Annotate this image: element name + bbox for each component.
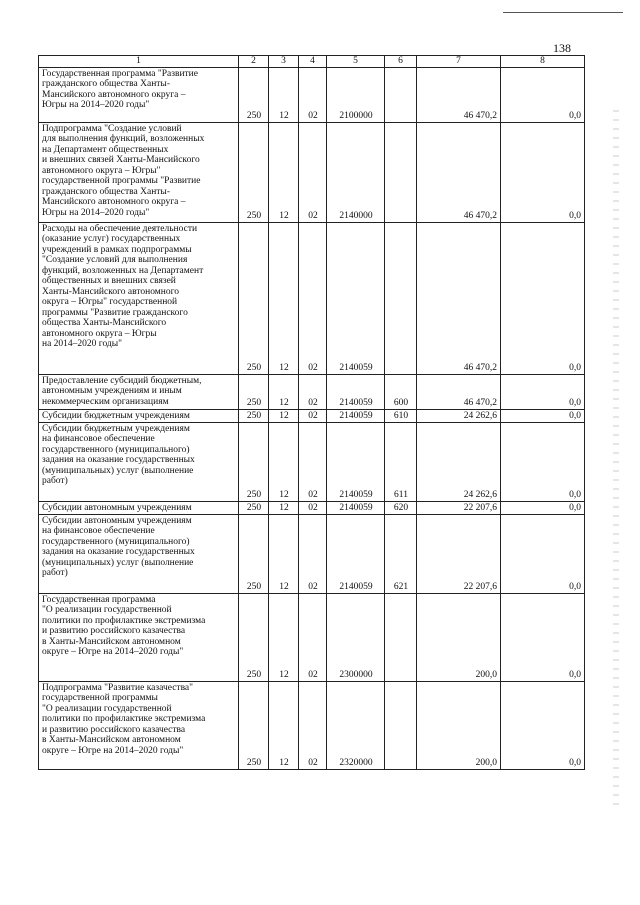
cell-amount: 22 207,6 — [417, 514, 501, 593]
cell-subsection: 02 — [299, 409, 327, 422]
table-row — [39, 501, 585, 514]
cell-target-article: 2140059 — [327, 422, 385, 501]
scan-edge-marks — [613, 110, 619, 810]
table-row — [39, 514, 585, 593]
row-name: Предоставление субсидий бюджетным, автономным учреждениям и иным некоммерческим организациям — [39, 374, 239, 409]
header-cell: 1 — [39, 56, 239, 68]
header-cell: 6 — [385, 56, 417, 68]
cell-subsection: 02 — [299, 681, 327, 769]
table-row — [39, 374, 585, 409]
cell-amount-federal: 0,0 — [501, 409, 585, 422]
cell-expense-type — [385, 593, 417, 681]
cell-amount-federal: 0,0 — [501, 67, 585, 122]
page-number: 138 — [553, 41, 571, 55]
cell-subsection: 02 — [299, 374, 327, 409]
cell-amount-federal: 0,0 — [501, 593, 585, 681]
cell-subsection: 02 — [299, 501, 327, 514]
cell-target-article: 2100000 — [327, 67, 385, 122]
cell-amount: 46 470,2 — [417, 222, 501, 374]
row-name: Субсидии бюджетным учреждениям на финансовое обеспечение государственного (муниципального) задания на оказание государственных (муниципальных) услуг (выполнение работ) — [39, 422, 239, 501]
row-name: Государственная программа "О реализации государственной политики по профилактике экстремизма и развитию российского казачества в Ханты-Мансийском автономном округе – Югре на 2014–2020 годы" — [39, 593, 239, 681]
row-name: Подпрограмма "Создание условий для выполнения функций, возложенных на Департамент общественных и внешних связей Ханты-Мансийского автономного округа – Югры" государственной программы "Развитие гражданского общества Ханты- Мансийского автономного округа – Югры на 2014–2020 годы" — [39, 122, 239, 222]
cell-amount: 46 470,2 — [417, 374, 501, 409]
cell-ministry: 250 — [239, 222, 269, 374]
cell-subsection: 02 — [299, 222, 327, 374]
cell-amount: 24 262,6 — [417, 422, 501, 501]
header-cell: 4 — [299, 56, 327, 68]
cell-ministry: 250 — [239, 67, 269, 122]
cell-section: 12 — [269, 501, 299, 514]
table-row — [39, 681, 585, 769]
row-name: Подпрограмма "Развитие казачества" государственной программы "О реализации государственной политики по профилактике экстремизма и развитию российского казачества в Ханты-Мансийском автономном округе – Югре на 2014–2020 годы" — [39, 681, 239, 769]
cell-amount: 22 207,6 — [417, 501, 501, 514]
cell-amount: 24 262,6 — [417, 409, 501, 422]
row-name: Субсидии автономным учреждениям — [39, 501, 239, 514]
cell-amount-federal: 0,0 — [501, 374, 585, 409]
table-header-row — [39, 56, 585, 68]
cell-section: 12 — [269, 374, 299, 409]
row-name: Государственная программа "Развитие гражданского общества Ханты- Мансийского автономного округа – Югры на 2014–2020 годы" — [39, 67, 239, 122]
cell-expense-type — [385, 681, 417, 769]
table-row — [39, 422, 585, 501]
cell-subsection: 02 — [299, 122, 327, 222]
table-row — [39, 409, 585, 422]
cell-expense-type: 600 — [385, 374, 417, 409]
cell-expense-type — [385, 222, 417, 374]
cell-subsection: 02 — [299, 67, 327, 122]
table-row — [39, 222, 585, 374]
cell-section: 12 — [269, 122, 299, 222]
cell-subsection: 02 — [299, 422, 327, 501]
cell-expense-type — [385, 122, 417, 222]
cell-ministry: 250 — [239, 409, 269, 422]
cell-expense-type — [385, 67, 417, 122]
cell-ministry: 250 — [239, 681, 269, 769]
cell-target-article: 2140059 — [327, 222, 385, 374]
header-cell: 8 — [501, 56, 585, 68]
row-name: Субсидии автономным учреждениям на финансовое обеспечение государственного (муниципального) задания на оказание государственных (муниципальных) услуг (выполнение работ) — [39, 514, 239, 593]
cell-section: 12 — [269, 681, 299, 769]
row-name: Субсидии бюджетным учреждениям — [39, 409, 239, 422]
cell-amount: 46 470,2 — [417, 122, 501, 222]
budget-table — [38, 55, 585, 770]
cell-section: 12 — [269, 67, 299, 122]
cell-amount-federal: 0,0 — [501, 501, 585, 514]
cell-target-article: 2140000 — [327, 122, 385, 222]
table-row — [39, 593, 585, 681]
table-row — [39, 122, 585, 222]
cell-ministry: 250 — [239, 374, 269, 409]
cell-amount-federal: 0,0 — [501, 514, 585, 593]
cell-target-article: 2140059 — [327, 409, 385, 422]
cell-amount-federal: 0,0 — [501, 122, 585, 222]
cell-target-article: 2140059 — [327, 514, 385, 593]
cell-section: 12 — [269, 593, 299, 681]
cell-expense-type: 620 — [385, 501, 417, 514]
cell-amount: 46 470,2 — [417, 67, 501, 122]
cell-subsection: 02 — [299, 593, 327, 681]
cell-ministry: 250 — [239, 422, 269, 501]
cell-ministry: 250 — [239, 501, 269, 514]
cell-target-article: 2140059 — [327, 374, 385, 409]
cell-expense-type: 610 — [385, 409, 417, 422]
cell-ministry: 250 — [239, 122, 269, 222]
cell-target-article: 2320000 — [327, 681, 385, 769]
header-cell: 5 — [327, 56, 385, 68]
header-cell: 2 — [239, 56, 269, 68]
table-row — [39, 67, 585, 122]
cell-target-article: 2140059 — [327, 501, 385, 514]
cell-section: 12 — [269, 409, 299, 422]
cell-amount: 200,0 — [417, 681, 501, 769]
cell-section: 12 — [269, 514, 299, 593]
cell-subsection: 02 — [299, 514, 327, 593]
cell-section: 12 — [269, 222, 299, 374]
cell-section: 12 — [269, 422, 299, 501]
header-cell: 7 — [417, 56, 501, 68]
cell-target-article: 2300000 — [327, 593, 385, 681]
cell-expense-type: 611 — [385, 422, 417, 501]
header-cell: 3 — [269, 56, 299, 68]
cell-expense-type: 621 — [385, 514, 417, 593]
row-name: Расходы на обеспечение деятельности (оказание услуг) государственных учреждений в рамках подпрограммы "Создание условий для выполнения функций, возложенных на Департамент общественных и внешних связей Ханты-Мансийского автономного округа – Югры" государственной программы "Развитие гражданского общества Ханты-Мансийского автономного округа – Югры на 2014–2020 годы" — [39, 222, 239, 374]
cell-amount-federal: 0,0 — [501, 222, 585, 374]
cell-amount-federal: 0,0 — [501, 422, 585, 501]
cell-ministry: 250 — [239, 593, 269, 681]
cell-amount: 200,0 — [417, 593, 501, 681]
top-rule — [503, 12, 623, 13]
cell-amount-federal: 0,0 — [501, 681, 585, 769]
cell-ministry: 250 — [239, 514, 269, 593]
